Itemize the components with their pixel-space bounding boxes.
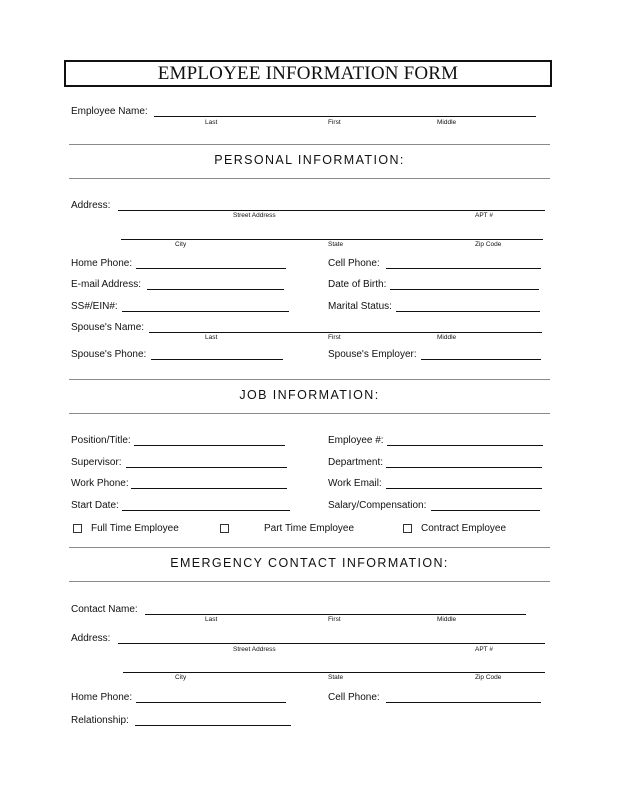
city-state-zip-field[interactable] [121,239,543,240]
employee-name-first-caption: First [328,119,341,126]
dob-field[interactable] [390,289,539,290]
employee-number-label: Employee #: [328,435,384,446]
marital-status-field[interactable] [396,311,540,312]
divider [69,379,550,380]
street-address-caption: Street Address [233,212,276,219]
emergency-apt-caption: APT # [475,646,493,653]
employee-name-label: Employee Name: [71,106,148,117]
spouse-last-caption: Last [205,334,218,341]
spouse-employer-field[interactable] [421,359,541,360]
start-date-field[interactable] [122,510,290,511]
salary-field[interactable] [431,510,540,511]
job-info-heading: JOB INFORMATION: [239,388,380,402]
divider [69,581,550,582]
divider [69,144,550,145]
ssn-field[interactable] [122,311,289,312]
emergency-state-caption: State [328,674,344,681]
emergency-city-state-zip-field[interactable] [123,672,545,673]
emergency-zip-caption: Zip Code [475,674,502,681]
form-title: EMPLOYEE INFORMATION FORM [157,62,459,84]
work-phone-label: Work Phone: [71,478,129,489]
department-field[interactable] [386,467,542,468]
contact-name-label: Contact Name: [71,604,138,615]
part-time-checkbox[interactable] [220,524,229,533]
divider [69,413,550,414]
city-caption: City [175,241,187,248]
emergency-cell-phone-field[interactable] [386,702,541,703]
zip-caption: Zip Code [475,241,502,248]
employee-name-field[interactable] [154,116,536,117]
employee-number-field[interactable] [387,445,543,446]
part-time-label: Part Time Employee [264,523,355,534]
contact-middle-caption: Middle [437,616,457,623]
divider [69,178,550,179]
full-time-label: Full Time Employee [91,523,179,534]
spouse-name-field[interactable] [149,332,542,333]
spouse-name-label: Spouse's Name: [71,322,145,333]
cell-phone-label: Cell Phone: [328,258,380,269]
ssn-label: SS#/EIN#: [71,301,118,312]
full-time-checkbox[interactable] [73,524,82,533]
emergency-home-phone-label: Home Phone: [71,692,133,703]
contract-checkbox[interactable] [403,524,412,533]
spouse-first-caption: First [328,334,341,341]
spouse-phone-field[interactable] [151,359,283,360]
address-label: Address: [71,200,111,211]
emergency-contact-heading: EMERGENCY CONTACT INFORMATION: [170,556,449,570]
contact-first-caption: First [328,616,341,623]
emergency-city-caption: City [175,674,187,681]
emergency-street-caption: Street Address [233,646,276,653]
emergency-address-label: Address: [71,633,111,644]
relationship-label: Relationship: [71,715,129,726]
position-title-field[interactable] [134,445,285,446]
email-field[interactable] [147,289,284,290]
position-title-label: Position/Title: [71,435,131,446]
work-email-label: Work Email: [328,478,382,489]
employee-name-middle-caption: Middle [437,119,457,126]
email-label: E-mail Address: [71,279,142,290]
contact-last-caption: Last [205,616,218,623]
street-address-field[interactable] [118,210,545,211]
marital-status-label: Marital Status: [328,301,392,312]
state-caption: State [328,241,344,248]
employee-name-last-caption: Last [205,119,218,126]
salary-label: Salary/Compensation: [328,500,427,511]
divider [69,547,550,548]
work-phone-field[interactable] [131,488,287,489]
start-date-label: Start Date: [71,500,119,511]
dob-label: Date of Birth: [328,279,387,290]
contact-name-field[interactable] [145,614,526,615]
spouse-phone-label: Spouse's Phone: [71,349,147,360]
emergency-street-field[interactable] [118,643,545,644]
spouse-employer-label: Spouse's Employer: [328,349,417,360]
emergency-home-phone-field[interactable] [136,702,286,703]
department-label: Department: [328,457,384,468]
cell-phone-field[interactable] [386,268,541,269]
contract-label: Contract Employee [421,523,507,534]
home-phone-label: Home Phone: [71,258,133,269]
spouse-middle-caption: Middle [437,334,457,341]
relationship-field[interactable] [135,725,291,726]
work-email-field[interactable] [386,488,542,489]
home-phone-field[interactable] [136,268,286,269]
supervisor-field[interactable] [126,467,287,468]
personal-info-heading: PERSONAL INFORMATION: [214,153,405,167]
supervisor-label: Supervisor: [71,457,122,468]
form-title-box [64,60,552,87]
apt-caption: APT # [475,212,493,219]
emergency-cell-phone-label: Cell Phone: [328,692,380,703]
